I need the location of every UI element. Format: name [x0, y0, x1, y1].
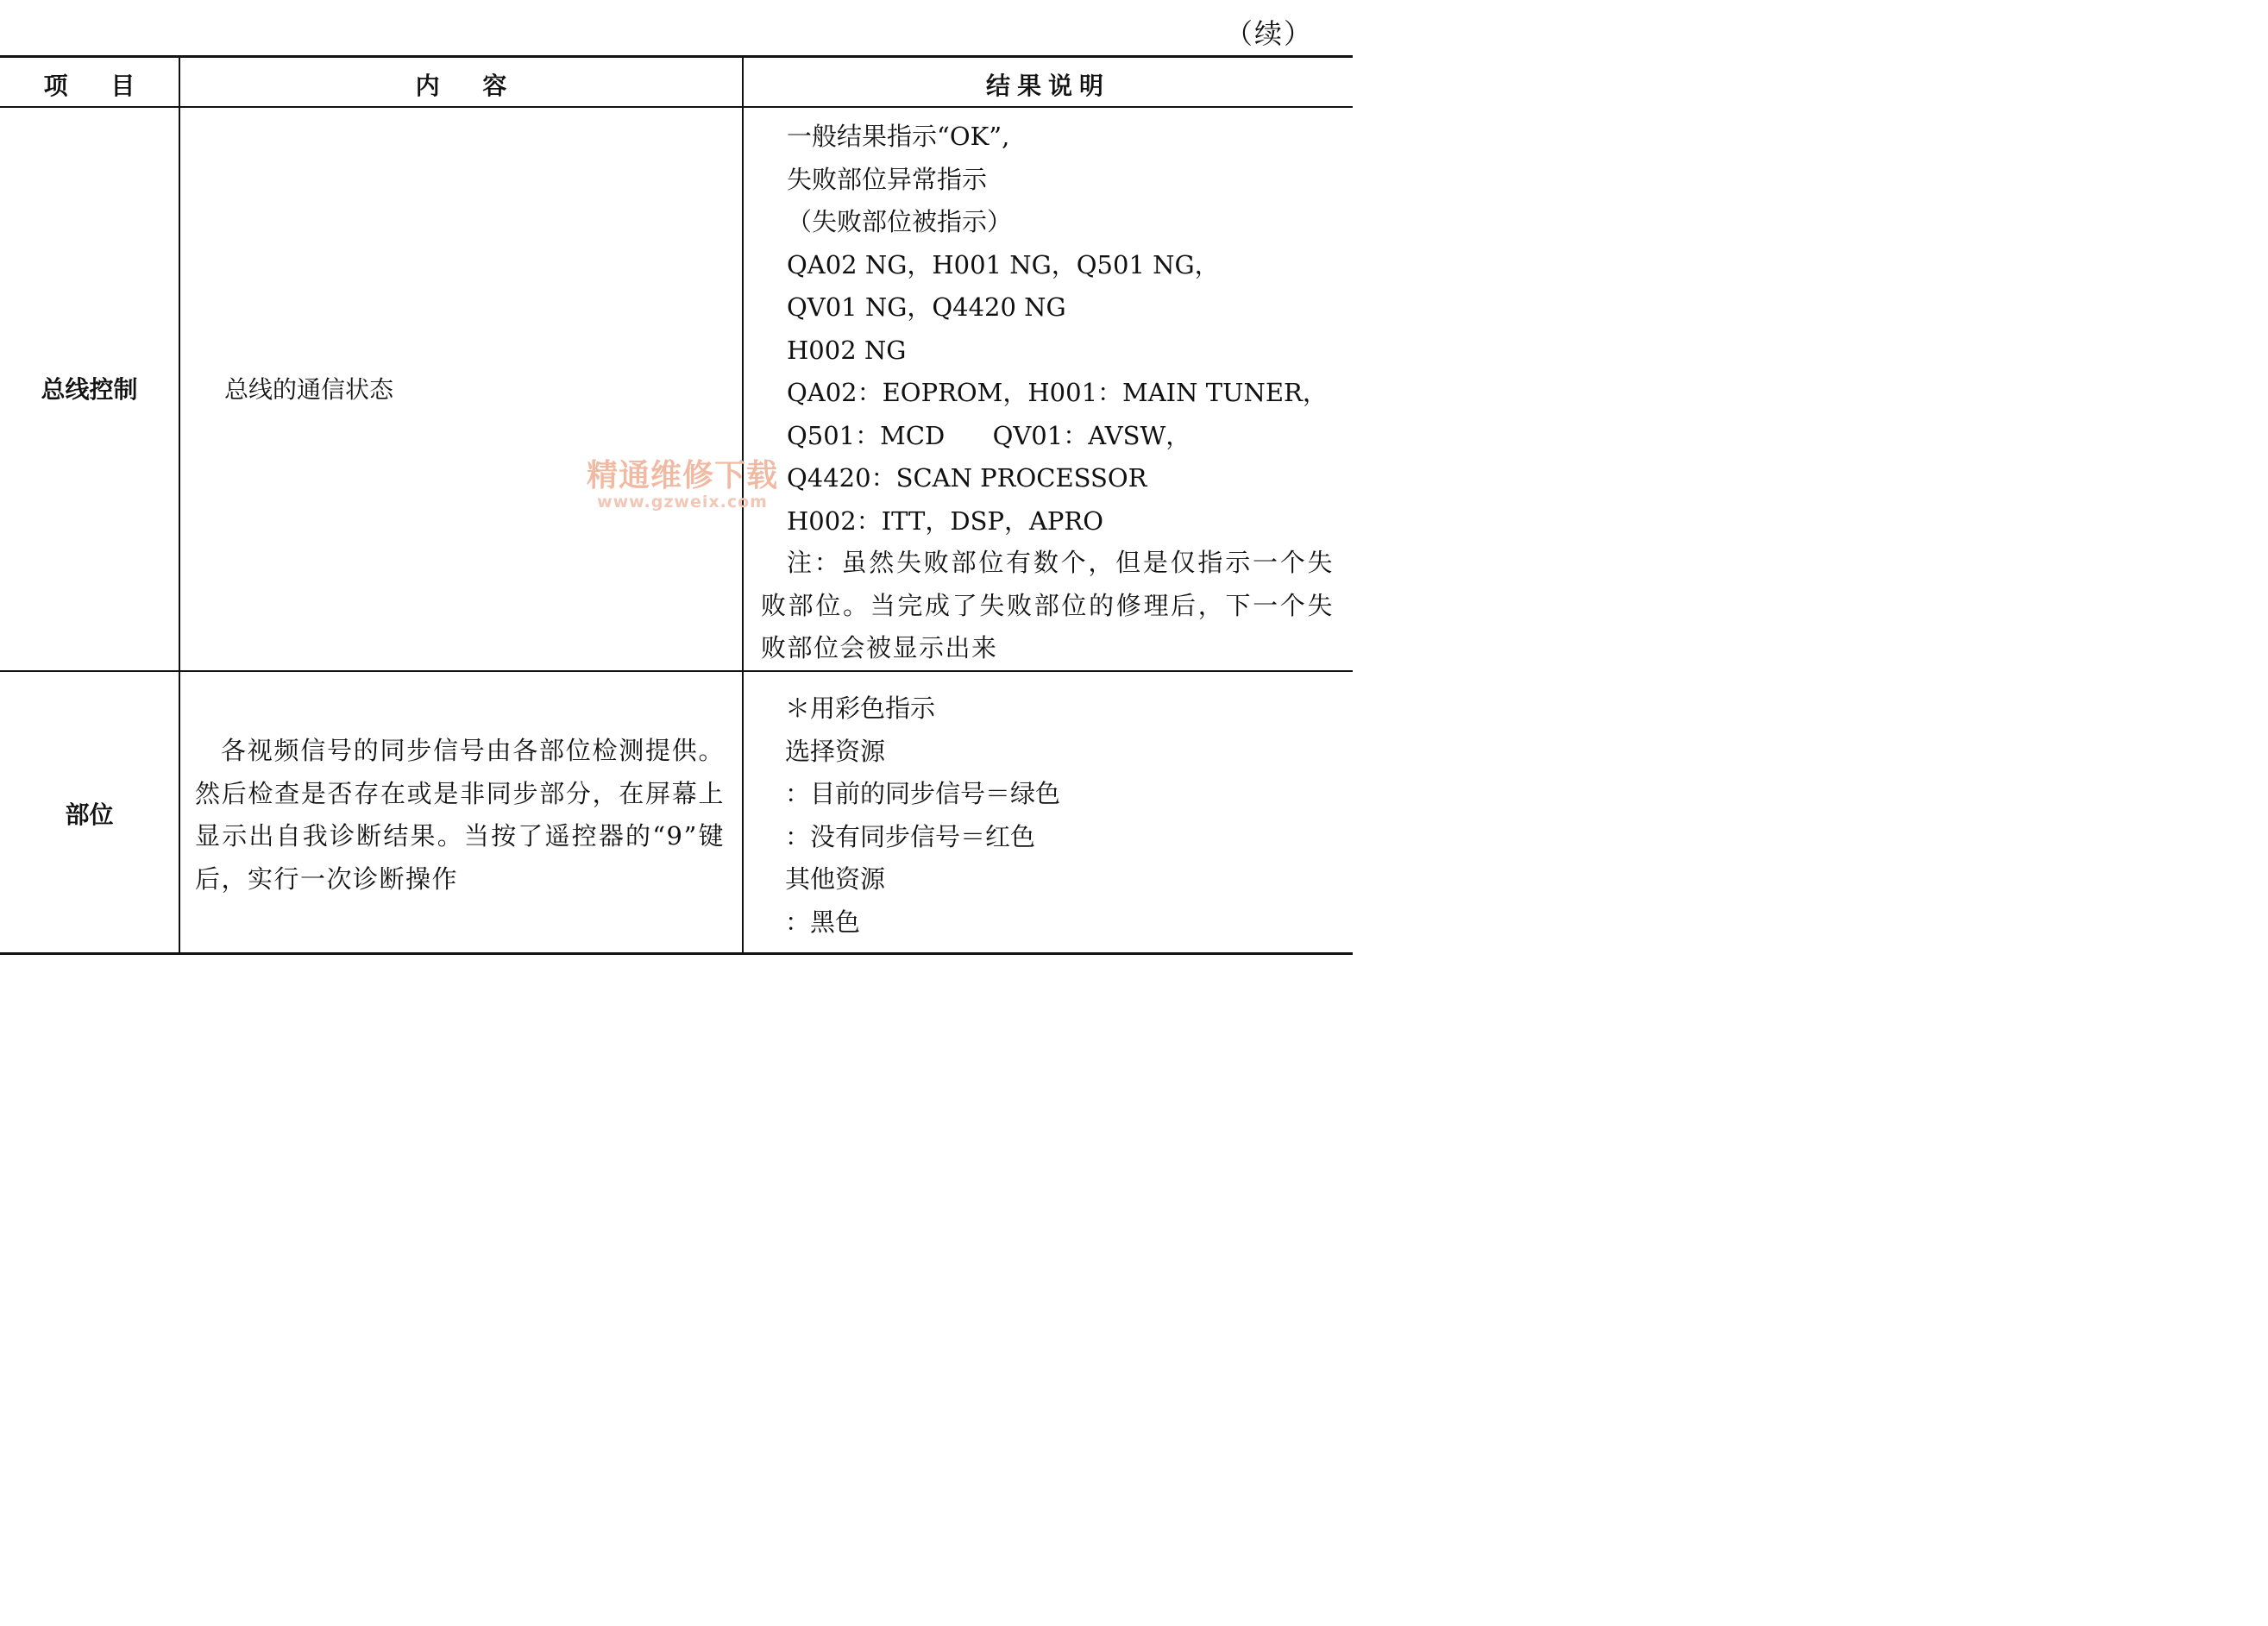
row1-item: 总线控制	[41, 375, 138, 404]
result-line: QA02 NG，H001 NG，Q501 NG，	[787, 249, 1220, 279]
table-bottom-rule	[0, 952, 1353, 955]
result-line: Q4420：SCAN PROCESSOR	[787, 463, 1147, 493]
row2-content: 各视频信号的同步信号由各部位检测提供。然后检查是否存在或是非同步部分，在屏幕上显示出自我诊断结果。当按了遥控器的“9”键后，实行一次诊断操作	[195, 736, 725, 894]
row-divider-rule	[0, 670, 1353, 672]
row1-result-note: 注：虽然失败部位有数个，但是仅指示一个失败部位。当完成了失败部位的修理后，下一个失败部位会被显示出来	[761, 548, 1334, 662]
header-result: 结果说明	[985, 72, 1110, 100]
result-line: H002 NG	[787, 335, 907, 365]
result-line: ：目前的同步信号＝绿色	[785, 779, 1061, 808]
table-top-rule	[0, 55, 1353, 58]
result-line: ＊用彩色指示	[785, 694, 936, 723]
result-line: H002：ITT，DSP，APRO	[787, 505, 1104, 536]
header-content: 内 容	[415, 72, 507, 100]
row1-result	[787, 116, 1339, 543]
row2-item: 部位	[65, 800, 114, 829]
result-line: ：没有同步信号＝红色	[785, 821, 1036, 851]
result-line: Q501：MCD QV01：AVSW，	[787, 420, 1191, 450]
result-line: QV01 NG，Q4420 NG	[787, 292, 1066, 322]
result-line: 失败部位异常指示	[787, 164, 988, 194]
result-line: 一般结果指示“OK”,	[787, 122, 1010, 151]
row2-result	[785, 687, 1337, 944]
watermark-url: www.gzweix.com	[597, 493, 768, 512]
result-line: （失败部位被指示）	[787, 207, 1013, 236]
column-divider-2	[742, 57, 744, 953]
result-line: QA02：EOPROM，H001：MAIN TUNER，	[787, 378, 1328, 407]
result-line: 选择资源	[785, 736, 886, 766]
column-divider-1	[179, 57, 180, 953]
result-line: ：黑色	[785, 907, 861, 937]
watermark-text: 精通维修下载	[587, 458, 779, 493]
header-item: 项 目	[43, 72, 135, 100]
continued-label: （续）	[1225, 17, 1314, 50]
row1-content: 总线的通信状态	[224, 375, 394, 404]
result-line: 其他资源	[785, 864, 886, 894]
watermark	[587, 459, 778, 511]
